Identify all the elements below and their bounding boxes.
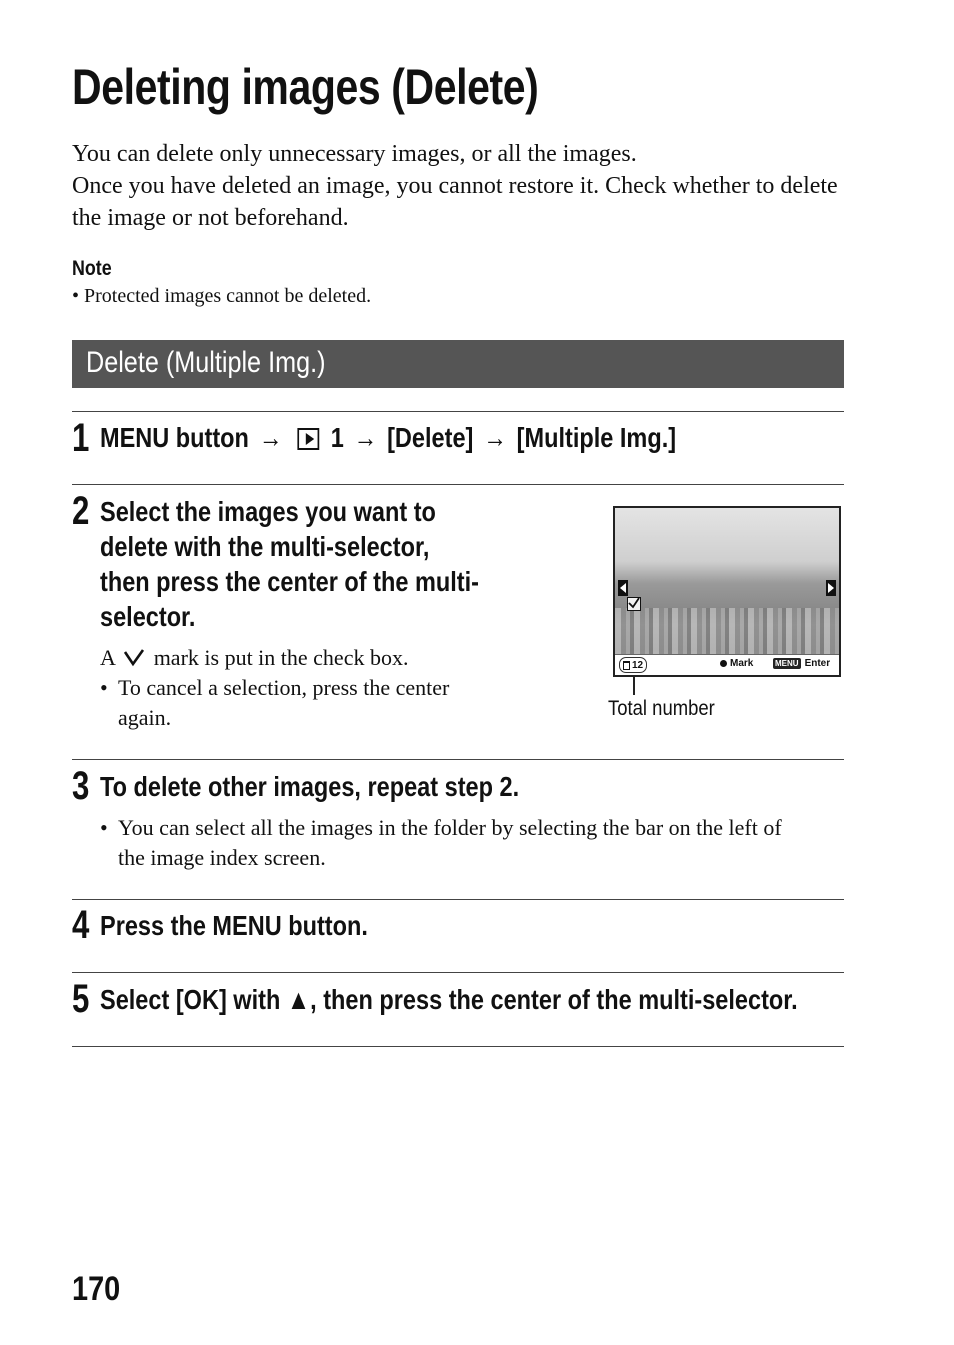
divider bbox=[72, 1046, 844, 1047]
enter-label: Enter bbox=[804, 658, 831, 669]
step-2-line-1: Select the images you want to bbox=[100, 496, 436, 527]
section-title: Delete (Multiple Img.) bbox=[86, 346, 326, 379]
step-number: 3 bbox=[72, 764, 90, 808]
camera-screen-illustration bbox=[613, 506, 841, 677]
screen-status-bar bbox=[615, 654, 841, 675]
body-text-b: mark is put in the check box. bbox=[153, 645, 409, 670]
playback-icon bbox=[297, 428, 319, 450]
step-1-instruction bbox=[100, 422, 676, 454]
divider bbox=[72, 899, 844, 900]
nav-right-icon bbox=[826, 580, 836, 596]
step-2-line-3: then press the center of the multi- bbox=[100, 566, 479, 597]
step-number: 1 bbox=[72, 416, 90, 460]
divider bbox=[72, 759, 844, 760]
step-3-instruction: To delete other images, repeat step 2. bbox=[100, 771, 520, 802]
step-2-line-2: delete with the multi-selector, bbox=[100, 531, 430, 562]
bullet-marker: • bbox=[100, 815, 108, 840]
page-title: Deleting images (Delete) bbox=[72, 59, 539, 115]
checkbox-icon bbox=[627, 597, 641, 611]
section-header bbox=[72, 340, 844, 388]
divider bbox=[72, 484, 844, 485]
body-text-a: A bbox=[100, 645, 115, 670]
divider bbox=[72, 972, 844, 973]
trash-icon bbox=[623, 661, 630, 670]
note-heading: Note bbox=[72, 257, 112, 280]
intro-text bbox=[72, 138, 862, 234]
total-number-caption: Total number bbox=[608, 697, 715, 720]
page-number: 170 bbox=[72, 1270, 121, 1308]
intro-line-1: You can delete only unnecessary images, or all the images. bbox=[72, 141, 637, 167]
bullet-text: To cancel a selection, press the center bbox=[118, 675, 450, 700]
nav-left-icon bbox=[618, 580, 628, 596]
bullet-marker: • bbox=[100, 675, 108, 700]
intro-line-2: Once you have deleted an image, you cannot restore it. Check whether to delete the image or not beforehand. bbox=[72, 173, 838, 231]
menu-button-text: MENU button bbox=[100, 422, 249, 453]
arrow-icon: → bbox=[483, 422, 507, 453]
step-number: 5 bbox=[72, 977, 90, 1021]
multiple-img-text: [Multiple Img.] bbox=[516, 422, 677, 453]
step-4-instruction: Press the MENU button. bbox=[100, 910, 368, 941]
note-item: • Protected images cannot be deleted. bbox=[72, 285, 372, 307]
center-button-icon bbox=[720, 660, 727, 667]
mark-indicator bbox=[720, 658, 753, 669]
checkmark-icon bbox=[628, 597, 640, 609]
enter-indicator bbox=[773, 658, 830, 669]
bullet-text-continued: the image index screen. bbox=[118, 845, 326, 870]
step-2-body bbox=[100, 643, 408, 673]
total-count-badge bbox=[619, 657, 647, 673]
bullet-text: You can select all the images in the folder by selecting the bar on the left of bbox=[118, 815, 782, 840]
checkmark-icon bbox=[123, 647, 145, 667]
arrow-icon: → bbox=[258, 422, 283, 453]
mark-label: Mark bbox=[730, 658, 754, 669]
total-count: 12 bbox=[632, 659, 644, 671]
delete-menu-text: [Delete] bbox=[387, 422, 474, 453]
bullet-text-continued: again. bbox=[118, 705, 172, 730]
divider bbox=[72, 411, 844, 412]
step-number: 2 bbox=[72, 489, 90, 533]
menu-button-icon: MENU bbox=[775, 659, 799, 668]
arrow-icon: → bbox=[353, 422, 378, 453]
step-5-instruction: Select [OK] with ▲, then press the center of the multi-selector. bbox=[100, 984, 798, 1015]
step-number: 4 bbox=[72, 903, 90, 947]
caption-leader-line bbox=[633, 677, 635, 695]
photo-landscape bbox=[615, 608, 841, 658]
playback-index: 1 bbox=[330, 422, 344, 453]
step-2-line-4: selector. bbox=[100, 601, 196, 632]
